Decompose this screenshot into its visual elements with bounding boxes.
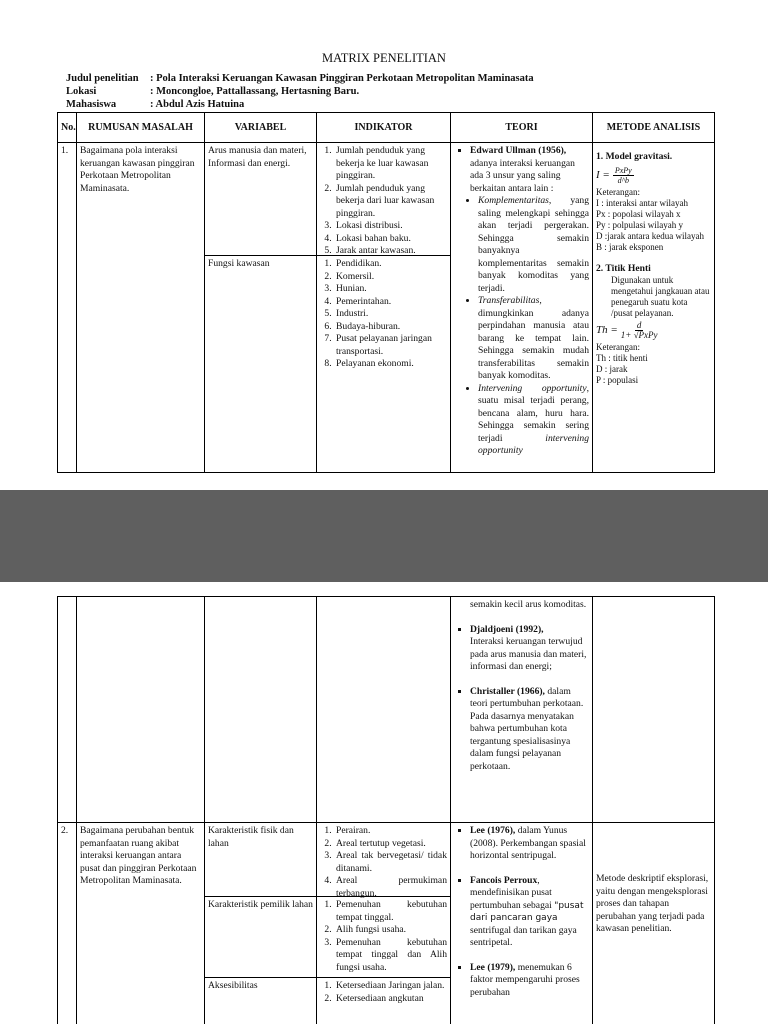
- gravity-formula: [596, 166, 711, 185]
- cell-no: 1.: [58, 143, 77, 473]
- list-item: 2. Jumlah penduduk yang bekerja dari luar kawasan pinggiran.: [334, 183, 447, 221]
- meta-value: : Abdul Azis Hatuina: [150, 99, 245, 110]
- table-row: [58, 597, 715, 823]
- term: intervening opportunity: [478, 432, 589, 456]
- page-title: MATRIX PENELITIAN: [322, 51, 446, 65]
- cell-teori: [451, 597, 593, 823]
- teori-author: Lee (1976),: [470, 825, 516, 836]
- teori-item: [470, 145, 589, 458]
- metode-2-def: P : populasi: [596, 375, 639, 385]
- teori-author: Christaller (1966),: [470, 685, 545, 697]
- meta-value: : Pola Interaksi Keruangan Kawasan Pinggiran Perkotaan Metropolitan Maminasata: [150, 73, 534, 84]
- metode-1-def: I : interaksi antar wilayah: [596, 197, 688, 208]
- metode-1-ket: Keterangan:: [596, 186, 640, 197]
- list-item: 5. Industri.: [334, 308, 447, 321]
- teori-author: Lee (1979),: [470, 961, 516, 973]
- denominator: 1+ √PxPy: [620, 330, 658, 340]
- metode-text: Metode deskriptif eksplorasi, yaitu dengan mengeksplorasi proses dan tahapan perubahan yang terjadi pada kawasan penelitian.: [596, 873, 709, 934]
- list-item: 3. Hunian.: [334, 283, 447, 296]
- meta-label: Lokasi: [66, 86, 97, 97]
- teori-text: menemukan 6 faktor mempengaruhi proses perubahan: [470, 961, 580, 998]
- formula-fraction: [621, 321, 658, 340]
- header-metode: METODE ANALISIS: [593, 113, 715, 143]
- list-item: 4. Areal permukiman terbangun.: [334, 875, 447, 900]
- list-item: 4. Pemerintahan.: [334, 296, 447, 309]
- list-item: 5. Jarak antar kawasan.: [334, 245, 447, 258]
- header-variabel: VARIABEL: [205, 113, 317, 143]
- indikator-list-2: [320, 258, 447, 371]
- metode-2-ket: Keterangan:: [596, 342, 640, 352]
- cell-rumusan: Bagaimana pola interaksi keruangan kawasan pinggiran Perkotaan Metropolitan Maminasata.: [77, 143, 205, 473]
- teori-intro: adanya interaksi keruangan ada 3 unsur yang saling berkaitan antara lain :: [470, 157, 575, 194]
- cell-teori: [451, 823, 593, 1024]
- table-header-row: [58, 113, 715, 143]
- teori-item: [470, 686, 589, 774]
- teori-text: dalam teori pertumbuhan perkotaan. Pada dasarnya menyatakan bahwa pertumbuhan kota tergantung spesialisasinya dalam fungsi pelayanan perkotaan.: [470, 685, 584, 772]
- breakpoint-formula: [596, 321, 711, 340]
- term-text: , suatu misal terjadi perang, bencana alam, huru hara. Sehingga semakin sering terjadi: [478, 382, 589, 444]
- list-item: [478, 195, 589, 295]
- list-item: 6. Budaya-hiburan.: [334, 321, 447, 334]
- list-item: 4. Lokasi bahan baku.: [334, 233, 447, 246]
- term: Transferabilitas: [478, 295, 540, 306]
- table-row: [58, 823, 715, 1024]
- list-item: 7. Pusat pelayanan jaringan transportasi.: [334, 333, 447, 358]
- meta-label: Mahasiswa: [66, 99, 117, 110]
- header-indikator: INDIKATOR: [317, 113, 451, 143]
- research-meta: [66, 72, 534, 111]
- teori-item: [470, 825, 589, 863]
- metode-1-def: B : jarak eksponen: [596, 241, 664, 252]
- list-item: 3. Pemenuhan kebutuhan tempat tinggal dan Alih fungsi usaha.: [334, 937, 447, 975]
- list-item: 3. Areal tak bervegetasi/ tidak ditanami.: [334, 850, 447, 875]
- teori-item: [470, 875, 589, 950]
- numerator: PxPy: [614, 165, 632, 175]
- variabel-1: Arus manusia dan materi, Informasi dan energi.: [208, 145, 307, 169]
- cell-no: [58, 597, 77, 823]
- list-item: 2. Areal tertutup vegetasi.: [334, 838, 447, 851]
- metode-2-desc: Digunakan untuk mengetahui jangkauan atau penegaruh suatu kota /pusat pelayanan.: [611, 275, 710, 318]
- cell-metode: [593, 823, 715, 1024]
- term: Komplementaritas: [478, 195, 549, 206]
- teori-text: dalam Yunus (2008). Perkembangan spasial horizontal sentripugal.: [470, 825, 586, 861]
- variabel-1: Karakteristik fisik dan lahan: [208, 825, 294, 849]
- variabel-3: Aksesibilitas: [205, 977, 316, 995]
- denominator: d^b: [617, 175, 629, 185]
- teori-sublist: [470, 195, 589, 458]
- page-1: [0, 0, 768, 490]
- numerator: d: [636, 320, 642, 330]
- variabel-2: Karakteristik pemilik lahan: [205, 896, 316, 977]
- meta-value: : Moncongloe, Pattallassang, Hertasning Baru.: [150, 86, 360, 97]
- list-item: 3. Lokasi distribusi.: [334, 220, 447, 233]
- formula-fraction: [613, 166, 634, 185]
- header-no: No.: [58, 113, 77, 143]
- indikator-list-1: [320, 825, 447, 900]
- list-item: 1. Pemenuhan kebutuhan tempat tinggal.: [334, 899, 447, 924]
- cell-rumusan: [77, 597, 205, 823]
- list-item: 2. Ketersediaan angkutan: [334, 993, 447, 1006]
- teori-list: [454, 624, 589, 774]
- cell-metode: [593, 597, 715, 823]
- teori-text: Interaksi keruangan terwujud pada arus manusia dan materi, informasi dan energi;: [470, 636, 587, 672]
- metode-2-def: Th : titik henti: [596, 353, 648, 363]
- cell-variabel: [205, 823, 317, 1024]
- list-item: 2. Komersil.: [334, 271, 447, 284]
- metode-1-def: Px : popolasi wilayah x: [596, 208, 681, 219]
- teori-list: [454, 145, 589, 458]
- cell-variabel: [205, 143, 317, 473]
- cell-metode: [593, 143, 715, 473]
- table-row: [58, 143, 715, 473]
- research-matrix-table: [57, 112, 715, 473]
- meta-label: Judul penelitian: [66, 73, 139, 84]
- formula-lhs: I =: [596, 168, 610, 181]
- teori-author: Djaldjoeni (1992),: [470, 623, 544, 635]
- metode-1-title: 1. Model gravitasi.: [596, 151, 673, 162]
- meta-row-lokasi: [66, 85, 534, 98]
- list-item: 2. Alih fungsi usaha.: [334, 924, 447, 937]
- list-item: 1. Pendidikan.: [334, 258, 447, 271]
- list-item: [478, 383, 589, 458]
- teori-continued: semakin kecil arus komoditas.: [470, 599, 587, 610]
- teori-author: Fancois Perroux: [470, 874, 538, 886]
- term-text: , yang saling melengkapi sehingga akan terjadi pergerakan. Sehingga semakin banyaknya komplementaritas semakin banyak komoditas yang terjadi.: [478, 195, 589, 294]
- list-item: 1. Perairan.: [334, 825, 447, 838]
- page-2: [0, 582, 768, 1024]
- metode-1-def: D :jarak antara kedua wilayah: [596, 230, 704, 241]
- list-item: 1. Ketersediaan Jaringan jalan.: [334, 980, 447, 993]
- metode-2-title: 2. Titik Henti: [596, 262, 651, 274]
- header-rumusan: RUMUSAN MASALAH: [77, 113, 205, 143]
- teori-quote: "pusat dari pancaran gaya: [470, 900, 584, 923]
- teori-item: [470, 624, 589, 674]
- term-text: , dimungkinkan adanya perpindahan manusia atau barang ke tempat lain. Sehingga semakin mudah transferabilitas semakin banyak komoditas.: [478, 295, 589, 381]
- formula-lhs: Th =: [596, 324, 618, 337]
- list-item: 8. Pelayanan ekonomi.: [334, 358, 447, 371]
- teori-text: , mendefinisikan pusat pertumbuhan sebagai: [470, 874, 555, 911]
- header-teori: TEORI: [451, 113, 593, 143]
- teori-list: [454, 825, 589, 999]
- cell-teori: [451, 143, 593, 473]
- meta-row-judul: [66, 72, 534, 85]
- indikator-list-3: [320, 980, 447, 1005]
- cell-rumusan: Bagaimana perubahan bentuk pemanfaatan ruang akibat interaksi keruangan antara pusat dan pinggiran Perkotaan Metropolitan Maminasata.: [77, 823, 205, 1024]
- research-matrix-table-continued: [57, 596, 715, 1024]
- variabel-2: Fungsi kawasan: [205, 255, 316, 273]
- indikator-list-2: [320, 899, 447, 974]
- cell-no: 2.: [58, 823, 77, 1024]
- indikator-list-1: [320, 145, 447, 258]
- teori-text: sentrifugal dan tarikan gaya sentripetal.: [470, 924, 577, 948]
- metode-2-def: D : jarak: [596, 364, 628, 374]
- meta-row-mahasiswa: [66, 98, 534, 111]
- list-item: 1. Jumlah penduduk yang bekerja ke luar kawasan pinggiran.: [334, 145, 447, 183]
- cell-indikator: [317, 597, 451, 823]
- cell-indikator: [317, 823, 451, 1024]
- cell-variabel: [205, 597, 317, 823]
- metode-1-def: Py : polpulasi wilayah y: [596, 219, 683, 230]
- term: Intervening opportunity: [478, 382, 587, 394]
- teori-item: [470, 962, 589, 1000]
- list-item: [478, 295, 589, 383]
- teori-author: Edward Ullman (1956),: [470, 145, 567, 156]
- cell-indikator: [317, 143, 451, 473]
